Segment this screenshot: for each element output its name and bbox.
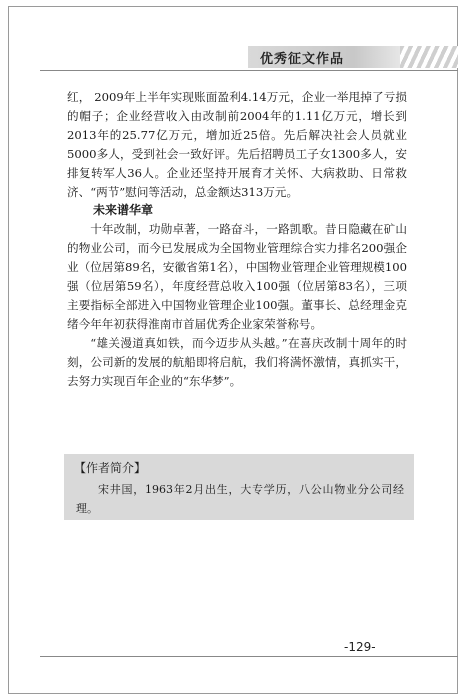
paragraph-2: 十年改制，功勋卓著，一路奋斗，一路凯歌。昔日隐藏在矿山的物业公司，而今已发展成为全国物业管理综合实力排名200强企业（位居第89名，安徽省第1名），中国物业管理企业管理规模100强（位居第59名），年度经营总收入100强（位居第83名），三项主要指标全部进入中国物业管理企业100强。董事长、总经理金克绪今年年初获得淮南市首届优秀企业家荣誉称号。 <box>67 222 407 331</box>
author-bio-label: 【作者简介】 <box>74 461 147 475</box>
author-bio-text: 宋井国，1963年2月出生，大专学历，八公山物业分公司经理。 <box>76 483 404 515</box>
author-bio-box <box>64 454 414 520</box>
paragraph-1: 红， 2009年上半年实现账面盈利4.14万元，企业一举甩掉了亏损的帽子；企业经营收入由改制前2004年的1.11亿万元，增长到2013年的25.77亿万元，增加近25倍。先后解决社会人员就业5000多人，受到社会一致好评。先后招聘员工子女1300多人，安排复转军人36人。企业还坚持开展育才关怀、大病救助、日常救济、“两节”慰问等活动，总金额达313万元。 <box>67 90 407 199</box>
running-header-title: 优秀征文作品 <box>260 52 345 67</box>
footer-rule <box>40 656 458 657</box>
page-number: -129- <box>344 640 376 654</box>
paragraph-3: “雄关漫道真如铁，而今迈步从头越。”在喜庆改制十周年的时刻，公司新的发展的航船即将启航，我们将满怀激情，真抓实干，去努力实现百年企业的“东华梦”。 <box>67 335 407 388</box>
header-rule <box>40 70 458 71</box>
section-heading: 未来谱华章 <box>93 203 154 218</box>
header-stripes <box>400 46 458 68</box>
body-text <box>67 88 407 391</box>
